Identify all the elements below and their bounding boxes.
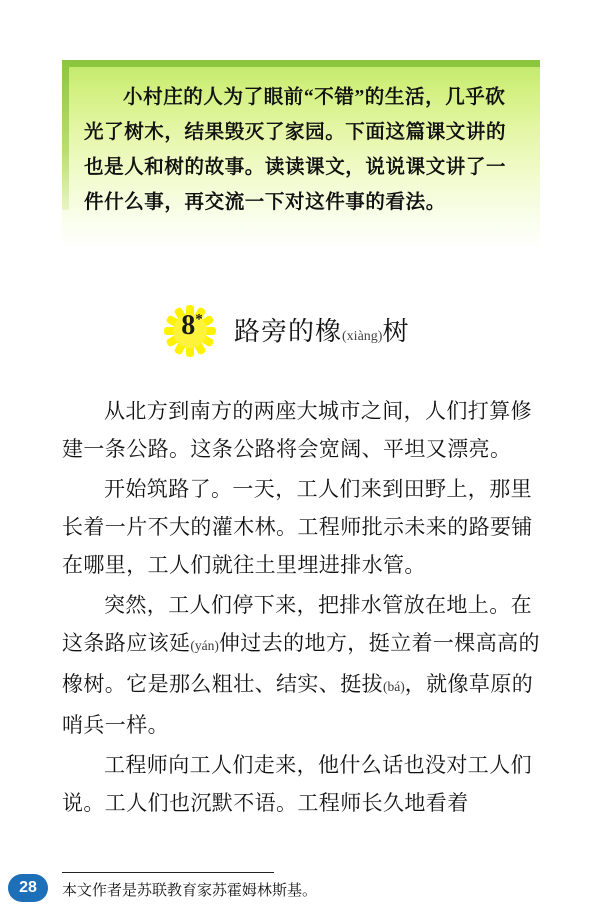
lesson-number [172,310,212,342]
footnote-divider [62,872,274,873]
intro-callout-background [62,60,540,265]
paragraph-3-part3: ，就像草原的哨兵一样。 [62,672,534,737]
paragraph-3-pinyin-ba: (bá) [383,679,405,694]
intro-top-border [62,60,540,67]
lesson-number-value: 8 [181,310,196,341]
lesson-number-star: * [195,311,203,328]
intro-callout [62,60,540,275]
paragraph-4: 工程师向工人们走来，他什么话也没对工人们说。工人们也沉默不语。工程师长久地看着 [62,753,532,815]
lesson-title-row [62,305,540,360]
paragraph-3 [62,586,540,744]
lesson-title [234,311,409,348]
paragraph-3-pinyin-yan: (yán) [190,638,219,653]
page-number-badge: 28 [8,874,48,902]
intro-text: 小村庄的人为了眼前“不错”的生活，几乎砍光了树木，结果毁灭了家园。下面这篇课文讲的也是人和树的故事。读读课文，说说课文讲了一件什么事，再交流一下对这件事的看法。 [84,87,507,213]
footnote-text: 本文作者是苏联教育家苏霍姆林斯基。 [62,883,318,899]
lesson-title-pinyin: (xiàng) [342,329,383,344]
paragraph-1: 从北方到南方的两座大城市之间，人们打算修建一条公路。这条公路将会宽阔、平坦又漂亮。 [62,399,532,461]
lesson-body [62,392,540,824]
paragraph-3-part2: 伸过去的地方，挺立着一棵高高的橡树。它是那么粗壮、结实、挺拔 [62,631,540,696]
intro-left-border [62,60,69,210]
lesson-title-after: 树 [382,317,410,346]
paragraph-3-part1: 突然，工人们停下来，把排水管放在地上。在这条路应该延 [62,593,532,655]
lesson-title-before: 路旁的橡 [234,317,343,346]
paragraph-2: 开始筑路了。一天，工人们来到田野上，那里长着一片不大的灌木林。工程师批示未来的路要铺在哪里，工人们就往土里埋进排水管。 [62,477,533,577]
